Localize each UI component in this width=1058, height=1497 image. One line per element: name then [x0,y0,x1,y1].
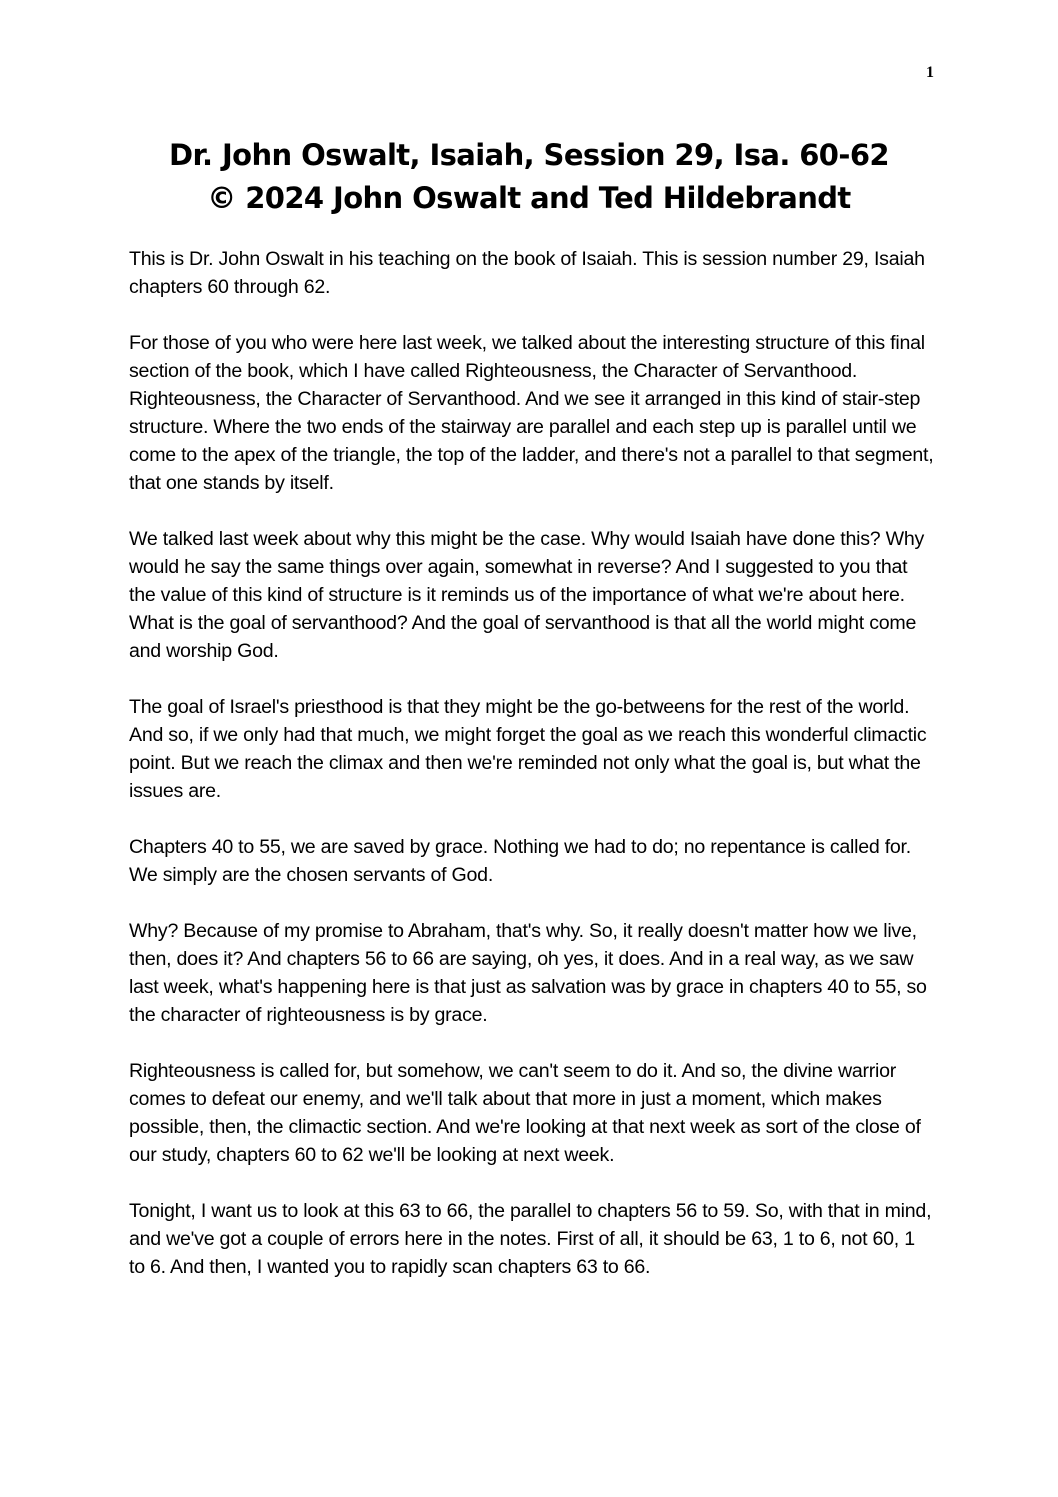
page-number: 1 [926,64,934,81]
paragraph: Tonight, I want us to look at this 63 to 66, the parallel to chapters 56 to 59. So, with that in mind, and we've got a couple of errors here in the notes. First of all, it should be 63, 1 to 6, not 60, 1 to 6. And then, I wanted you to rapidly scan chapters 63 to 66. [129,1200,932,1278]
body-text [129,245,935,1309]
title-line-1: Dr. John Oswalt, Isaiah, Session 29, Isa. 60-62 [169,138,889,172]
document-title [0,134,1058,220]
paragraph: Chapters 40 to 55, we are saved by grace. Nothing we had to do; no repentance is called for. We simply are the chosen servants of God. [129,836,911,886]
paragraph: The goal of Israel's priesthood is that they might be the go-betweens for the rest of the world. And so, if we only had that much, we might forget the goal as we reach this wonderful climactic point. But we reach the climax and then we're reminded not only what the goal is, but what the issues are. [129,696,927,802]
title-line-2: © 2024 John Oswalt and Ted Hildebrandt [207,181,851,215]
paragraph: For those of you who were here last week, we talked about the interesting structure of this final section of the book, which I have called Righteousness, the Character of Servanthood. Righteousness, the Character of Servanthood. And we see it arranged in this kind of stair-step structure. Where the two ends of the stairway are parallel and each step up is parallel until we come to the apex of the triangle, the top of the ladder, and there's not a parallel to that segment, that one stands by itself. [129,332,934,494]
paragraph: Righteousness is called for, but somehow, we can't seem to do it. And so, the divine warrior comes to defeat our enemy, and we'll talk about that more in just a moment, which makes possible, then, the climactic section. And we're looking at that next week as sort of the close of our study, chapters 60 to 62 we'll be looking at next week. [129,1060,921,1166]
paragraph: Why? Because of my promise to Abraham, that's why. So, it really doesn't matter how we live, then, does it? And chapters 56 to 66 are saying, oh yes, it does. And in a real way, as we saw last week, what's happening here is that just as salvation was by grace in chapters 40 to 55, so the character of righteousness is by grace. [129,920,927,1026]
paragraph: This is Dr. John Oswalt in his teaching on the book of Isaiah. This is session number 29, Isaiah chapters 60 through 62. [129,248,925,298]
paragraph: We talked last week about why this might be the case. Why would Isaiah have done this? Why would he say the same things over again, somewhat in reverse? And I suggested to you that the value of this kind of structure is it reminds us of the importance of what we're about here. What is the goal of servanthood? And the goal of servanthood is that all the world might come and worship God. [129,528,925,662]
